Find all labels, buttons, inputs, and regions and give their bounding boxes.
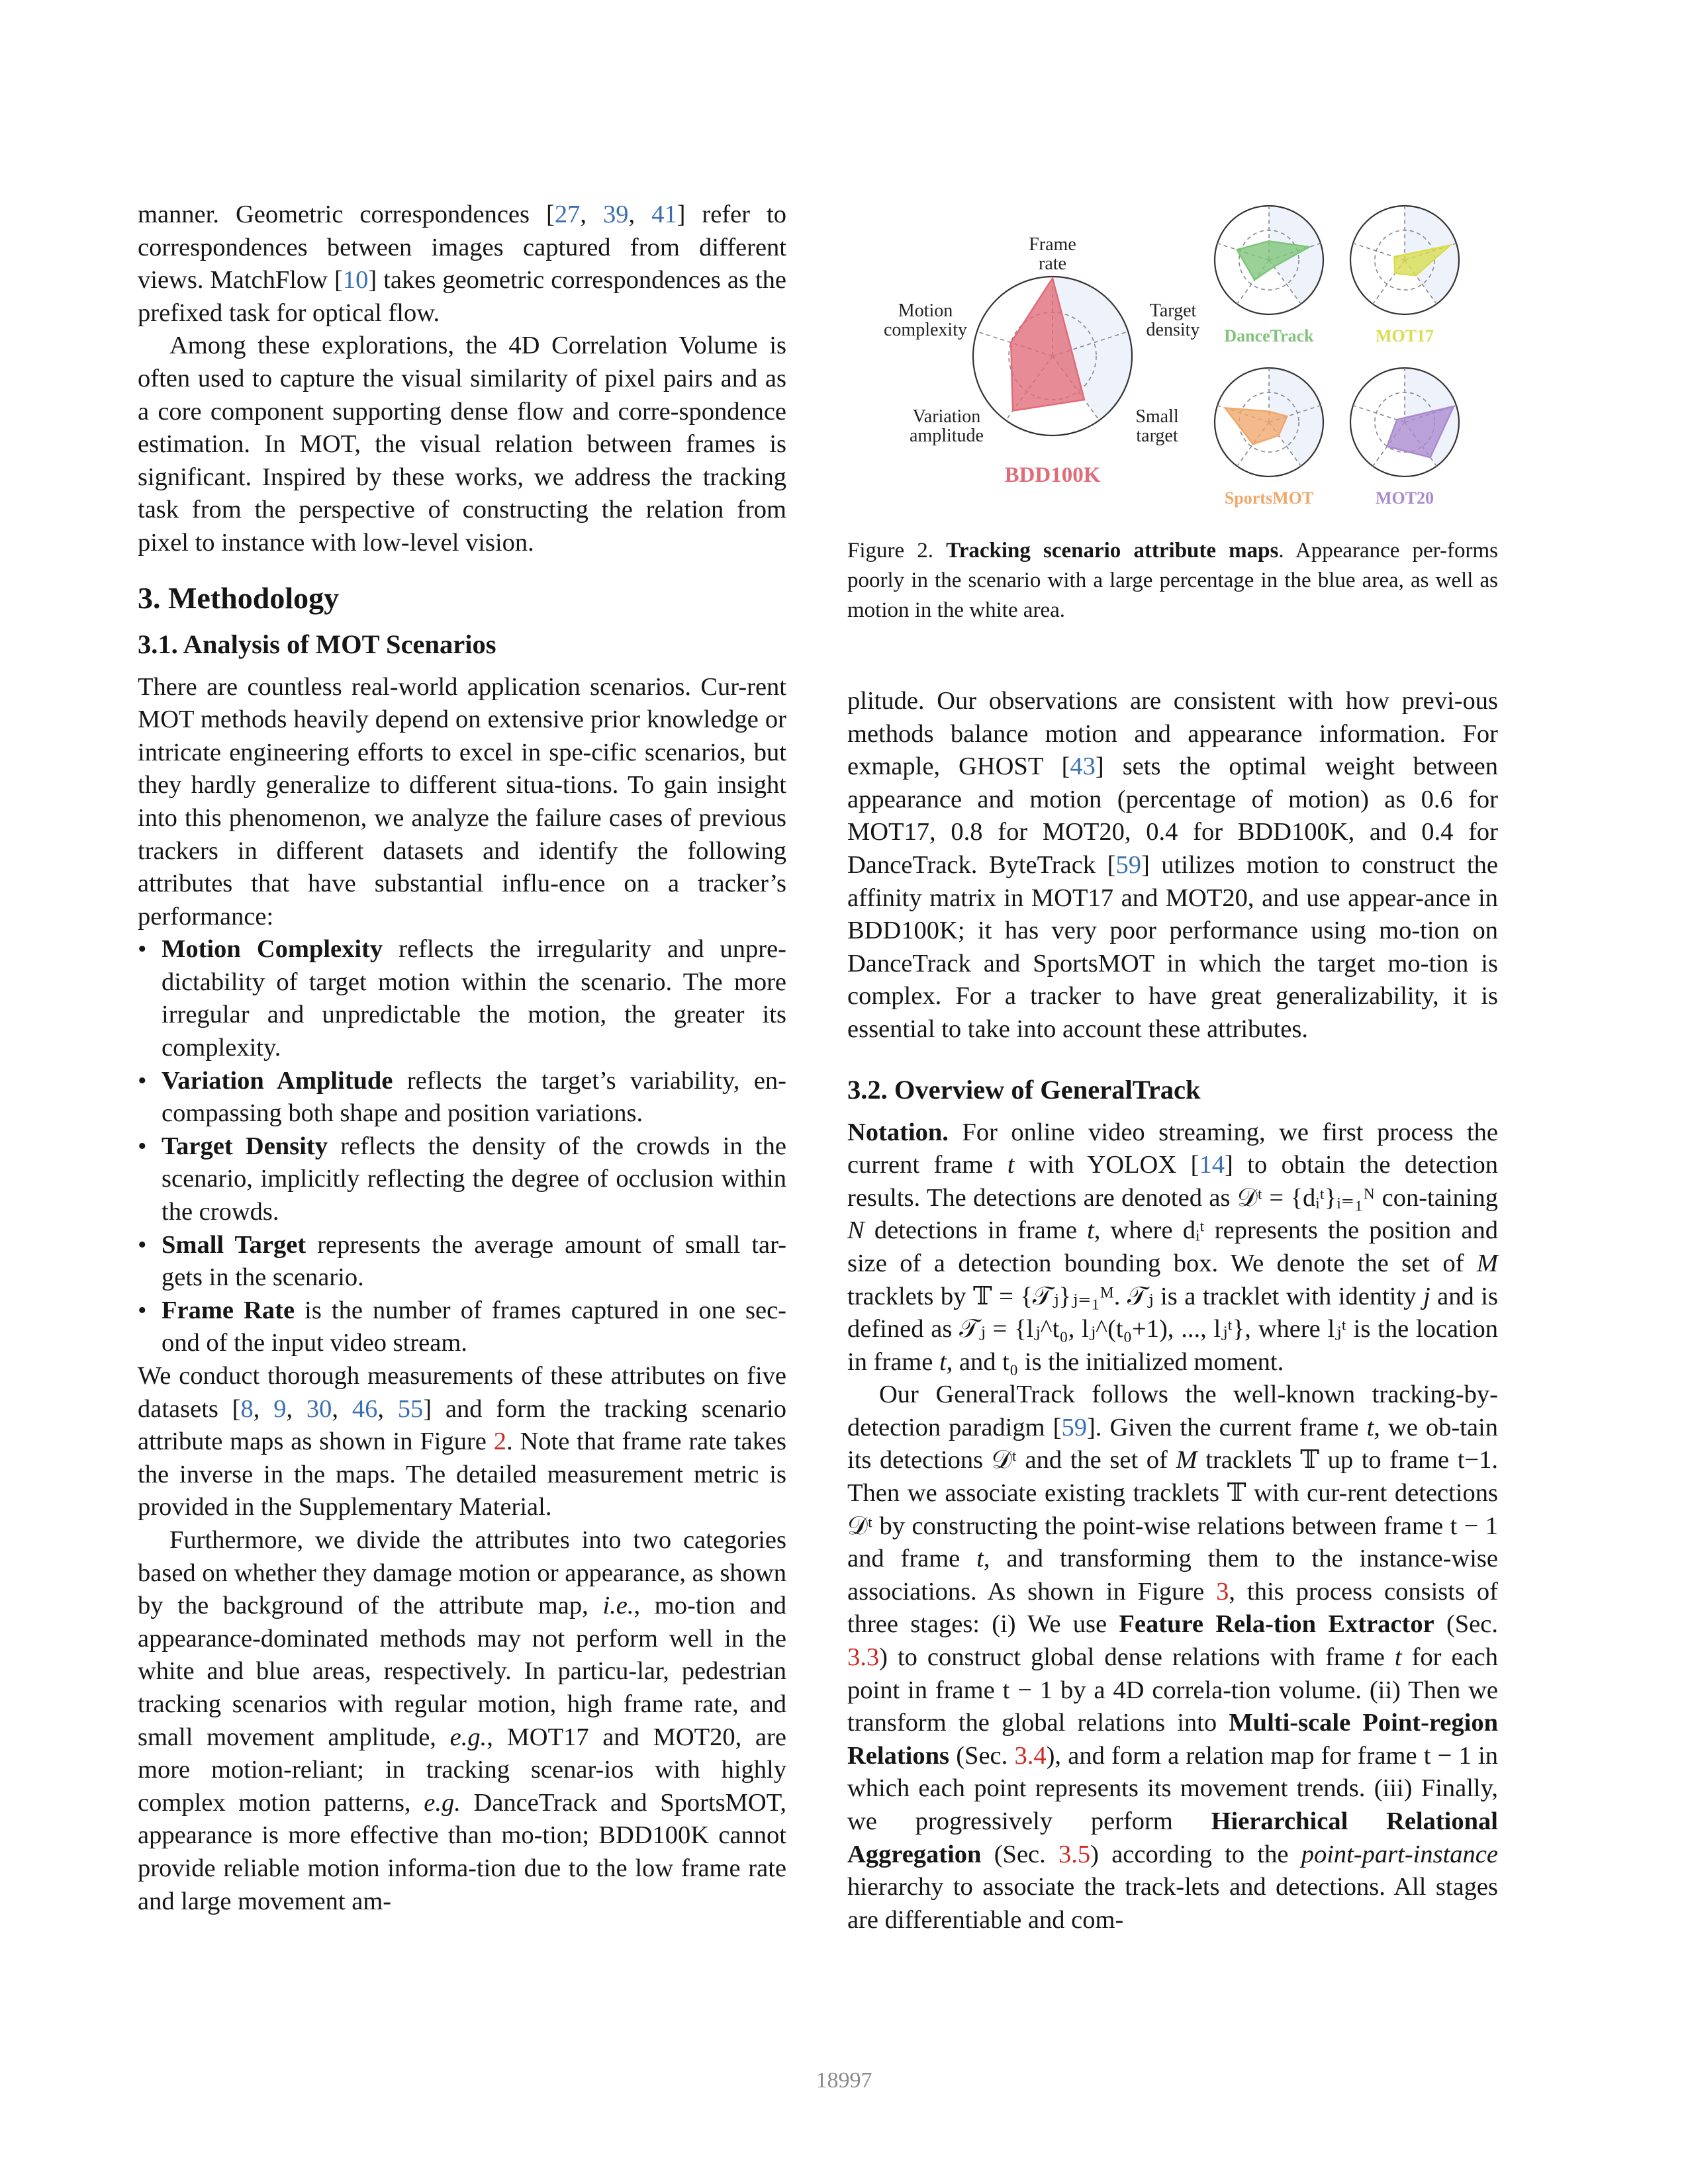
axis-label-target-density-line-1: density — [1146, 320, 1200, 340]
subsection-heading-analysis: 3.1. Analysis of MOT Scenarios — [138, 629, 496, 659]
bullet-text: reflects the target’s variability, en-compassing both shape and position variations. — [162, 1066, 786, 1128]
figure-caption — [847, 536, 1498, 625]
dataset-label-bdd100k: BDD100K — [1004, 463, 1101, 487]
cross-reference-link[interactable]: 3.5 — [1058, 1840, 1091, 1868]
radar-polygon-sportsmot — [1225, 408, 1288, 445]
cross-reference-link[interactable]: 3.4 — [1014, 1741, 1047, 1770]
bullet-text: reflects the density of the crowds in the scenario, implicitly reflecting the degree of occlusion within the crowds. — [162, 1132, 787, 1226]
caption-text: . Appearance per-forms poorly in the scenario with a large percentage in the blue area, as well as motion in the white area. — [847, 539, 1498, 622]
text-run: ] takes geometric correspondences as the prefixed task for optical flow. — [138, 266, 786, 327]
term-small-target: Small Target — [162, 1230, 306, 1259]
text-run: i.e. — [602, 1592, 634, 1620]
paragraph-generaltrack — [847, 1379, 1498, 1936]
axis-label-target-density-line-0: Target — [1149, 300, 1197, 321]
citation-link[interactable]: 55 — [397, 1394, 424, 1423]
paragraph-geometric-correspondences — [138, 199, 786, 330]
bullet-text: reflects the irregularity and unpre-dictability of target motion within the scenario. The more irregular and unpredictable the motion, the greater its complexity. — [162, 935, 787, 1062]
right-column — [847, 685, 1498, 1936]
text-run: (Sec. — [1434, 1610, 1498, 1639]
citation-link[interactable]: 41 — [651, 201, 677, 228]
cross-reference-link[interactable]: 3 — [1216, 1577, 1229, 1606]
text-run: , — [286, 1394, 306, 1423]
citation-link[interactable]: 14 — [1199, 1151, 1225, 1179]
term-frame-rate: Frame Rate — [162, 1296, 295, 1324]
text-run: plitude. Our observations are consistent with how previ-ous methods balance motion and appearance information. For exmaple, GHOST [ — [847, 687, 1498, 781]
term-variation-amplitude: Variation Amplitude — [162, 1066, 393, 1095]
text-run: hierarchy to associate the track-lets and detections. All stages are differentiable and com- — [847, 1873, 1498, 1934]
axis-label-variation-amplitude-line-0: Variation — [912, 406, 981, 427]
paragraph-notation — [847, 1116, 1498, 1379]
paragraph-measurements — [138, 1360, 786, 1524]
text-run: Feature Rela-tion Extractor — [1119, 1610, 1434, 1639]
text-run: (Sec. — [981, 1840, 1058, 1868]
text-run: , — [253, 1394, 274, 1423]
citation-link[interactable]: 43 — [1070, 752, 1096, 781]
paragraph-categories — [138, 1524, 786, 1918]
text-run: t — [1366, 1413, 1374, 1441]
text-run: point-part-instance — [1301, 1840, 1498, 1868]
citation-link[interactable]: 30 — [306, 1394, 332, 1423]
axis-label-small-target-line-0: Small — [1135, 406, 1179, 427]
caption-title: Tracking scenario attribute maps — [946, 539, 1279, 563]
bullet-variation-amplitude — [138, 1065, 786, 1130]
axis-label-frame-rate-line-1: rate — [1039, 253, 1066, 274]
text-run: with YOLOX [ — [1014, 1151, 1199, 1179]
citation-link[interactable]: 10 — [342, 266, 369, 295]
text-run: Hierarchical Relational Aggregation — [847, 1807, 1498, 1868]
text-run: There are countless real-world application scenarios. Cur-rent MOT methods heavily depend on extensive prior knowledge or intricate engineering efforts to excel in spe-cific scenarios, but they hardly generalize to different situa-tions. To gain insight into this phenomenon, we analyze the failure cases of previous trackers in different datasets and identify the following attributes that have substantial influ-ence on a tracker’s performance: — [138, 672, 786, 931]
text-run: ] utilizes motion to construct the affinity matrix in MOT17 and MOT20, and use appear-ance in BDD100K; it has very poor performance using mo-tion on DanceTrack and SportsMOT in which the target mo-tion is complex. For a tracker to have great generalizability, it is essential to take into account these attributes. — [847, 850, 1498, 1043]
paragraph-observations — [847, 685, 1498, 1046]
text-run: , MOT17 and MOT20, are more motion-reliant; in tracking scenar-ios with highly complex motion patterns, — [138, 1723, 786, 1817]
bullet-frame-rate — [138, 1295, 786, 1360]
cross-reference-link[interactable]: 3.3 — [847, 1643, 880, 1672]
term-motion-complexity: Motion Complexity — [162, 935, 383, 964]
text-run: e.g. — [424, 1788, 461, 1817]
text-run: . Note that frame rate takes the inverse in the maps. The detailed measurement metric is provided in the Supplementary Material. — [138, 1428, 786, 1522]
text-run: ), and form a relation map for frame t − 1 in which each point represents its movement trends. (iii) Finally, we progressively perform — [847, 1741, 1499, 1835]
citation-link[interactable]: 27 — [554, 201, 581, 228]
text-run: (Sec. — [949, 1741, 1015, 1770]
paragraph-4d-correlation — [138, 330, 786, 559]
citation-link[interactable]: 39 — [602, 201, 629, 228]
citation-link[interactable]: 59 — [1115, 850, 1141, 879]
text-run: t — [1007, 1151, 1015, 1179]
radar-charts — [847, 197, 1498, 508]
citation-link[interactable]: 59 — [1061, 1413, 1087, 1441]
text-run: , — [628, 201, 652, 228]
text-run: Our GeneralTrack follows the well-known tracking-by-detection paradigm [ — [847, 1381, 1498, 1441]
text-run: , — [332, 1394, 352, 1423]
dataset-label-mot17: MOT17 — [1375, 326, 1434, 345]
text-run: ) according to the — [1090, 1840, 1301, 1868]
citation-link[interactable]: 8 — [240, 1394, 254, 1423]
section-heading-methodology: 3. Methodology — [138, 580, 340, 615]
citation-link[interactable]: 9 — [273, 1394, 287, 1423]
text-run: Among these explorations, the 4D Correlation Volume is often used to capture the visual similarity of pixel pairs and as a core component supporting dense flow and corre-spondence estimation. In MOT, the visual relation between frames is significant. Inspired by these works, we address the tracking task from the perspective of constructing the relation from pixel to instance with low-level vision. — [138, 332, 786, 557]
text-run: ] refer to correspondences between images captured from different views. MatchFlow [ — [138, 201, 787, 295]
text-run: Notation. — [847, 1118, 949, 1146]
citation-link[interactable]: 46 — [352, 1394, 378, 1423]
text-run: Multi-scale Point-region Relations — [847, 1709, 1499, 1770]
text-run: ) to construct global dense relations with frame — [879, 1643, 1395, 1672]
axis-label-small-target-line-1: target — [1136, 426, 1178, 446]
text-run: e.g. — [449, 1723, 487, 1751]
bullet-target-density — [138, 1130, 786, 1229]
text-run: detections in frame — [864, 1216, 1088, 1245]
dataset-label-sportsmot: SportsMOT — [1224, 488, 1314, 508]
text-run: , where dᵢᵗ represents the position and size of a detection bounding box. We denote the set of — [847, 1216, 1498, 1277]
text-run: ] to obtain the detection results. The detections are denoted as 𝒟ᵗ = {dᵢᵗ}ᵢ₌₁ᴺ con-taining — [847, 1151, 1499, 1212]
text-run: DanceTrack and SportsMOT, appearance is more effective than mo-tion; BDD100K cannot provide reliable motion informa-tion due to the low frame rate and large movement am- — [138, 1788, 786, 1915]
text-run: t — [1087, 1216, 1094, 1245]
text-run: , and t₀ is the initialized moment. — [946, 1347, 1284, 1376]
bullet-text: represents the average amount of small tar-gets in the scenario. — [162, 1230, 786, 1292]
dataset-label-mot20: MOT20 — [1375, 488, 1434, 508]
bullet-text: is the number of frames captured in one sec-ond of the input video stream. — [162, 1296, 786, 1357]
text-run: , we ob-tain its detections 𝒟ᵗ and the set of — [847, 1413, 1498, 1475]
text-run: ] and form the tracking scenario attribute maps as shown in Figure — [138, 1394, 787, 1456]
text-run: , mo-tion and appearance-dominated methods may not perform well in the white and blue areas, respectively. In particu-lar, pedestrian tracking scenarios with regular motion, high frame rate, and small movement amplitude, — [138, 1592, 786, 1751]
text-run: t — [976, 1545, 984, 1573]
text-run: , — [377, 1394, 398, 1423]
text-run: , and transforming them to the instance-wise associations. As shown in Figure — [847, 1545, 1498, 1606]
paragraph-scenarios — [138, 671, 786, 934]
bullet-small-target — [138, 1229, 786, 1295]
axis-label-frame-rate-line-0: Frame — [1029, 234, 1076, 255]
text-run: tracklets 𝕋 up to frame t−1. Then we associate existing tracklets 𝕋 with cur-rent detections 𝒟ᵗ by constructing the point-wise relations between frame t − 1 and frame — [847, 1446, 1498, 1573]
cross-reference-link[interactable]: 2 — [493, 1428, 506, 1456]
caption-label: Figure 2. — [847, 539, 934, 563]
subsection-heading-overview: 3.2. Overview of GeneralTrack — [847, 1074, 1201, 1105]
text-run: ]. Given the current frame — [1086, 1413, 1367, 1441]
text-run: manner. Geometric correspondences [ — [138, 201, 555, 228]
page-number: 18997 — [816, 2068, 872, 2093]
term-target-density: Target Density — [162, 1132, 328, 1160]
attribute-list — [138, 933, 786, 1360]
axis-label-motion-complexity-line-0: Motion — [898, 300, 953, 321]
text-run: t — [939, 1347, 947, 1376]
text-run: , this process consists of three stages: (i) We use — [847, 1577, 1498, 1639]
text-run: N — [847, 1216, 865, 1245]
text-run: ] sets the optimal weight between appearance and motion (percentage of motion) as 0.6 for MOT17, 0.8 for MOT20, 0.4 for BDD100K, and 0.4 for DanceTrack. ByteTrack [ — [847, 752, 1498, 879]
axis-label-motion-complexity-line-1: complexity — [884, 320, 967, 340]
axis-label-variation-amplitude-line-1: amplitude — [910, 426, 984, 446]
bullet-motion-complexity — [138, 933, 786, 1064]
text-run: j — [1423, 1282, 1430, 1310]
text-run: and is defined as 𝒯ⱼ = {lⱼ^t₀, lⱼ^(t₀+1), ..., lⱼᵗ}, where lⱼᵗ is the location in frame — [847, 1282, 1498, 1376]
text-run: We conduct thorough measurements of these attributes on five datasets [ — [138, 1362, 786, 1423]
text-run: t — [1394, 1643, 1402, 1672]
text-run: M — [1176, 1446, 1197, 1475]
text-run: tracklets by 𝕋 = {𝒯ⱼ}ⱼ₌₁ᴹ. 𝒯ⱼ is a tracklet with identity — [847, 1282, 1423, 1310]
text-run: For online video streaming, we first process the current frame — [847, 1118, 1498, 1179]
dataset-label-dancetrack: DanceTrack — [1224, 326, 1314, 345]
text-run: M — [1476, 1249, 1498, 1277]
text-run: for each point in frame t − 1 by a 4D correla-tion volume. (ii) Then we transform the global relations into — [847, 1643, 1499, 1737]
text-run: , — [580, 201, 603, 228]
left-column — [138, 199, 786, 1918]
figure-attribute-maps — [847, 197, 1498, 508]
text-run: Furthermore, we divide the attributes into two categories based on whether they damage motion or appearance, as shown by the background of the attribute map, — [138, 1525, 786, 1620]
